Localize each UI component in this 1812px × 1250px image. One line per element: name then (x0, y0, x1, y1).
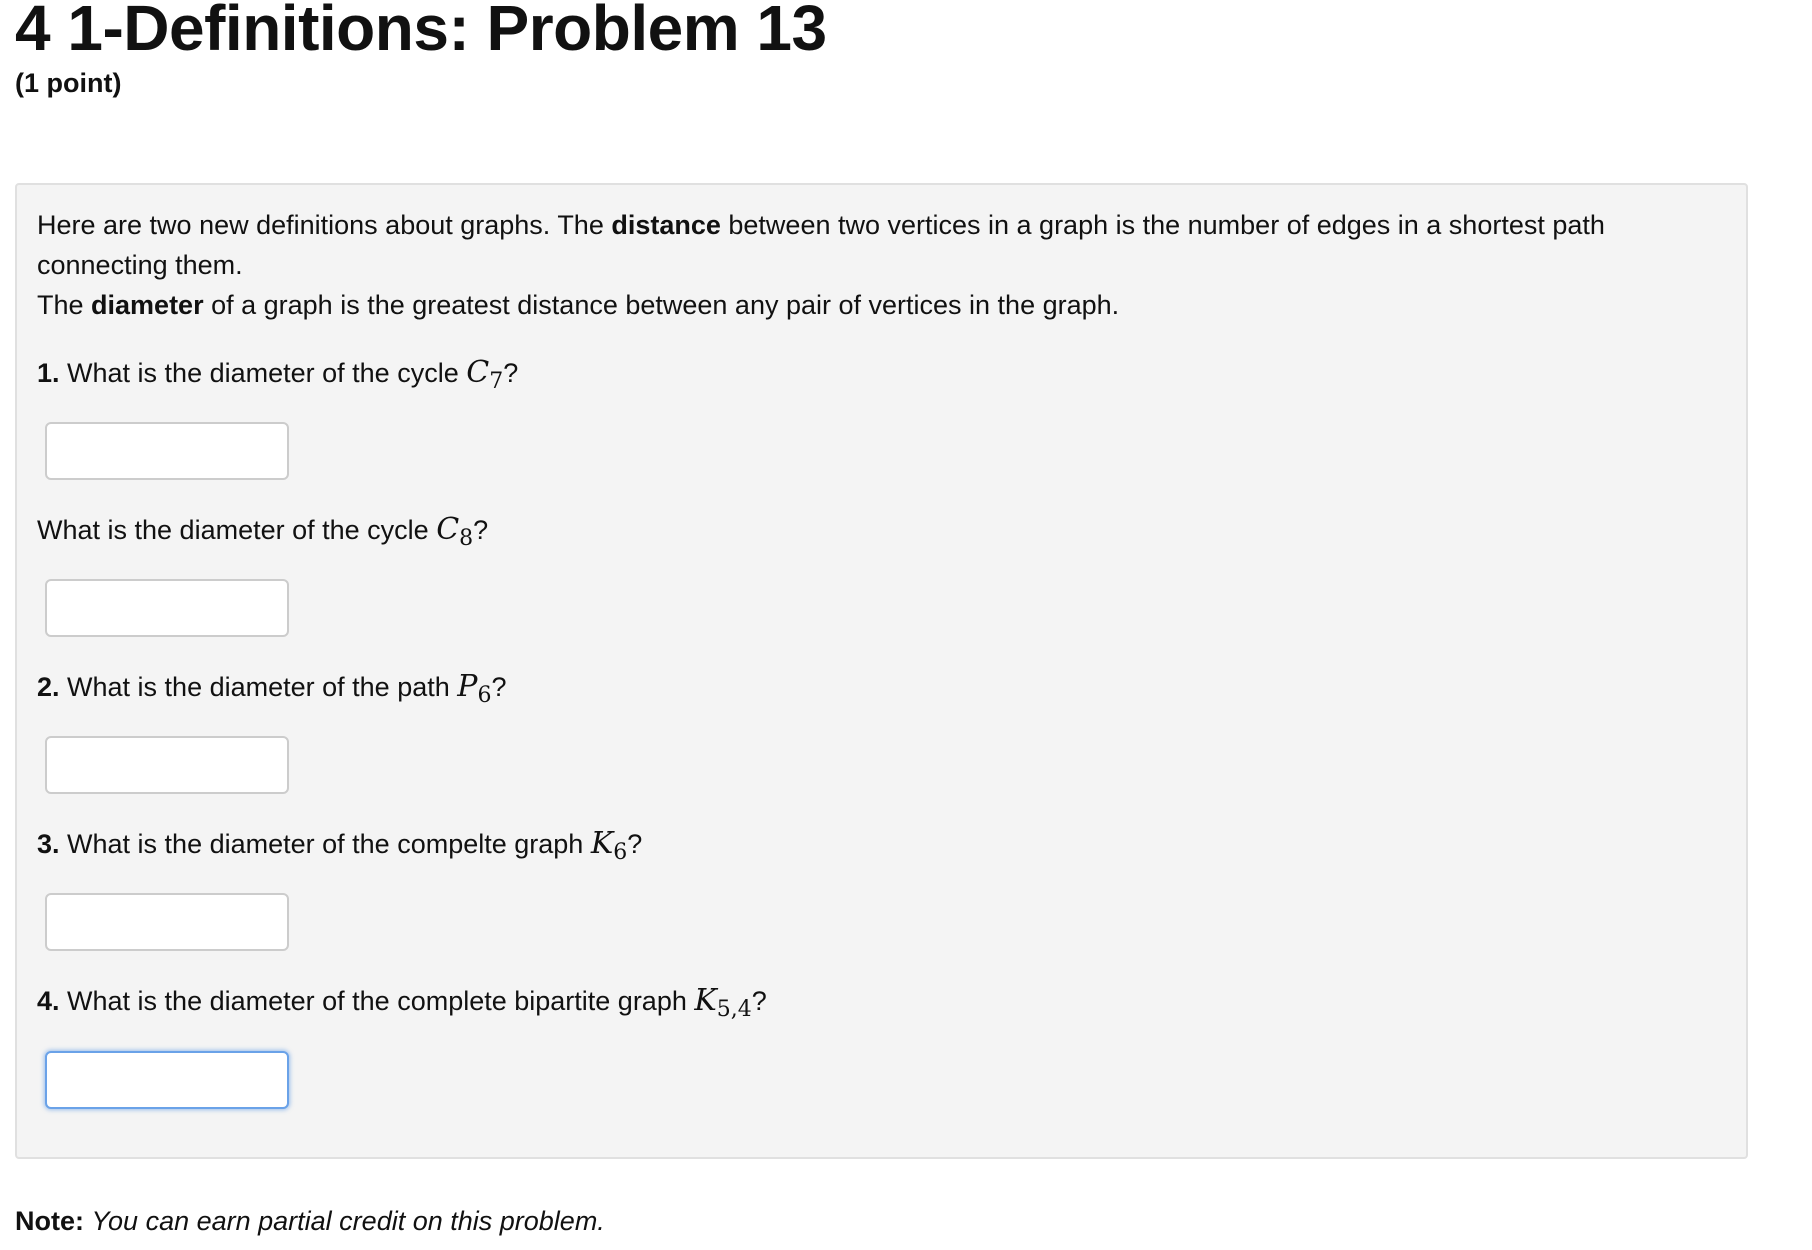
math-subscript: 6 (477, 683, 492, 708)
question-suffix: ? (503, 358, 519, 388)
intro-text-2: between two vertices in a graph is the number of edges in a shortest path connecting them. (37, 210, 1605, 280)
answer-input-4[interactable] (45, 1051, 289, 1109)
question-text: What is the diameter of the cycle (37, 515, 437, 545)
math-symbol (457, 669, 492, 708)
question-suffix: ? (627, 829, 643, 859)
math-variable: C (466, 355, 490, 390)
question-2-path-p6 (37, 667, 506, 707)
page-title: 4 1-Definitions: Problem 13 (15, 0, 827, 64)
term-diameter: diameter (91, 290, 204, 320)
math-subscript: 6 (613, 840, 628, 865)
note-text: You can earn partial credit on this problem. (91, 1206, 605, 1236)
math-variable: P (457, 669, 478, 704)
note-label: Note: (15, 1206, 84, 1236)
problem-intro (37, 205, 1726, 325)
intro-text-3: The (37, 290, 92, 320)
term-distance: distance (611, 210, 721, 240)
question-number: 1. (37, 358, 60, 388)
question-suffix: ? (751, 986, 767, 1016)
answer-input-1a[interactable] (45, 422, 289, 480)
question-number: 3. (37, 829, 60, 859)
question-number: 2. (37, 672, 60, 702)
answer-input-2[interactable] (45, 736, 289, 794)
question-text: What is the diameter of the complete bipartite graph (59, 986, 695, 1016)
math-variable: K (590, 826, 614, 861)
problem-panel (15, 183, 1748, 1159)
math-subscript: 8 (459, 526, 474, 551)
math-symbol (694, 983, 752, 1022)
question-4-bipartite-k54 (37, 981, 767, 1021)
intro-text-1: Here are two new definitions about graphs. The (37, 210, 612, 240)
answer-input-1b[interactable] (45, 579, 289, 637)
intro-text-4: of a graph is the greatest distance between any pair of vertices in the graph. (203, 290, 1120, 320)
math-symbol (466, 355, 504, 394)
question-suffix: ? (473, 515, 489, 545)
question-3-complete-k6 (37, 824, 642, 864)
question-text: What is the diameter of the path (59, 672, 458, 702)
question-1-cycle-c7 (37, 353, 518, 393)
question-1-cycle-c8 (37, 510, 488, 550)
question-number: 4. (37, 986, 60, 1016)
answer-input-3[interactable] (45, 893, 289, 951)
math-symbol (590, 826, 628, 865)
question-text: What is the diameter of the compelte graph (59, 829, 591, 859)
math-variable: C (436, 512, 460, 547)
math-symbol (436, 512, 474, 551)
question-suffix: ? (491, 672, 507, 702)
point-value: (1 point) (15, 68, 122, 98)
partial-credit-note (15, 1203, 605, 1239)
question-text: What is the diameter of the cycle (59, 358, 467, 388)
math-subscript: 5,4 (716, 997, 752, 1022)
math-variable: K (694, 983, 717, 1018)
math-subscript: 7 (489, 369, 504, 394)
